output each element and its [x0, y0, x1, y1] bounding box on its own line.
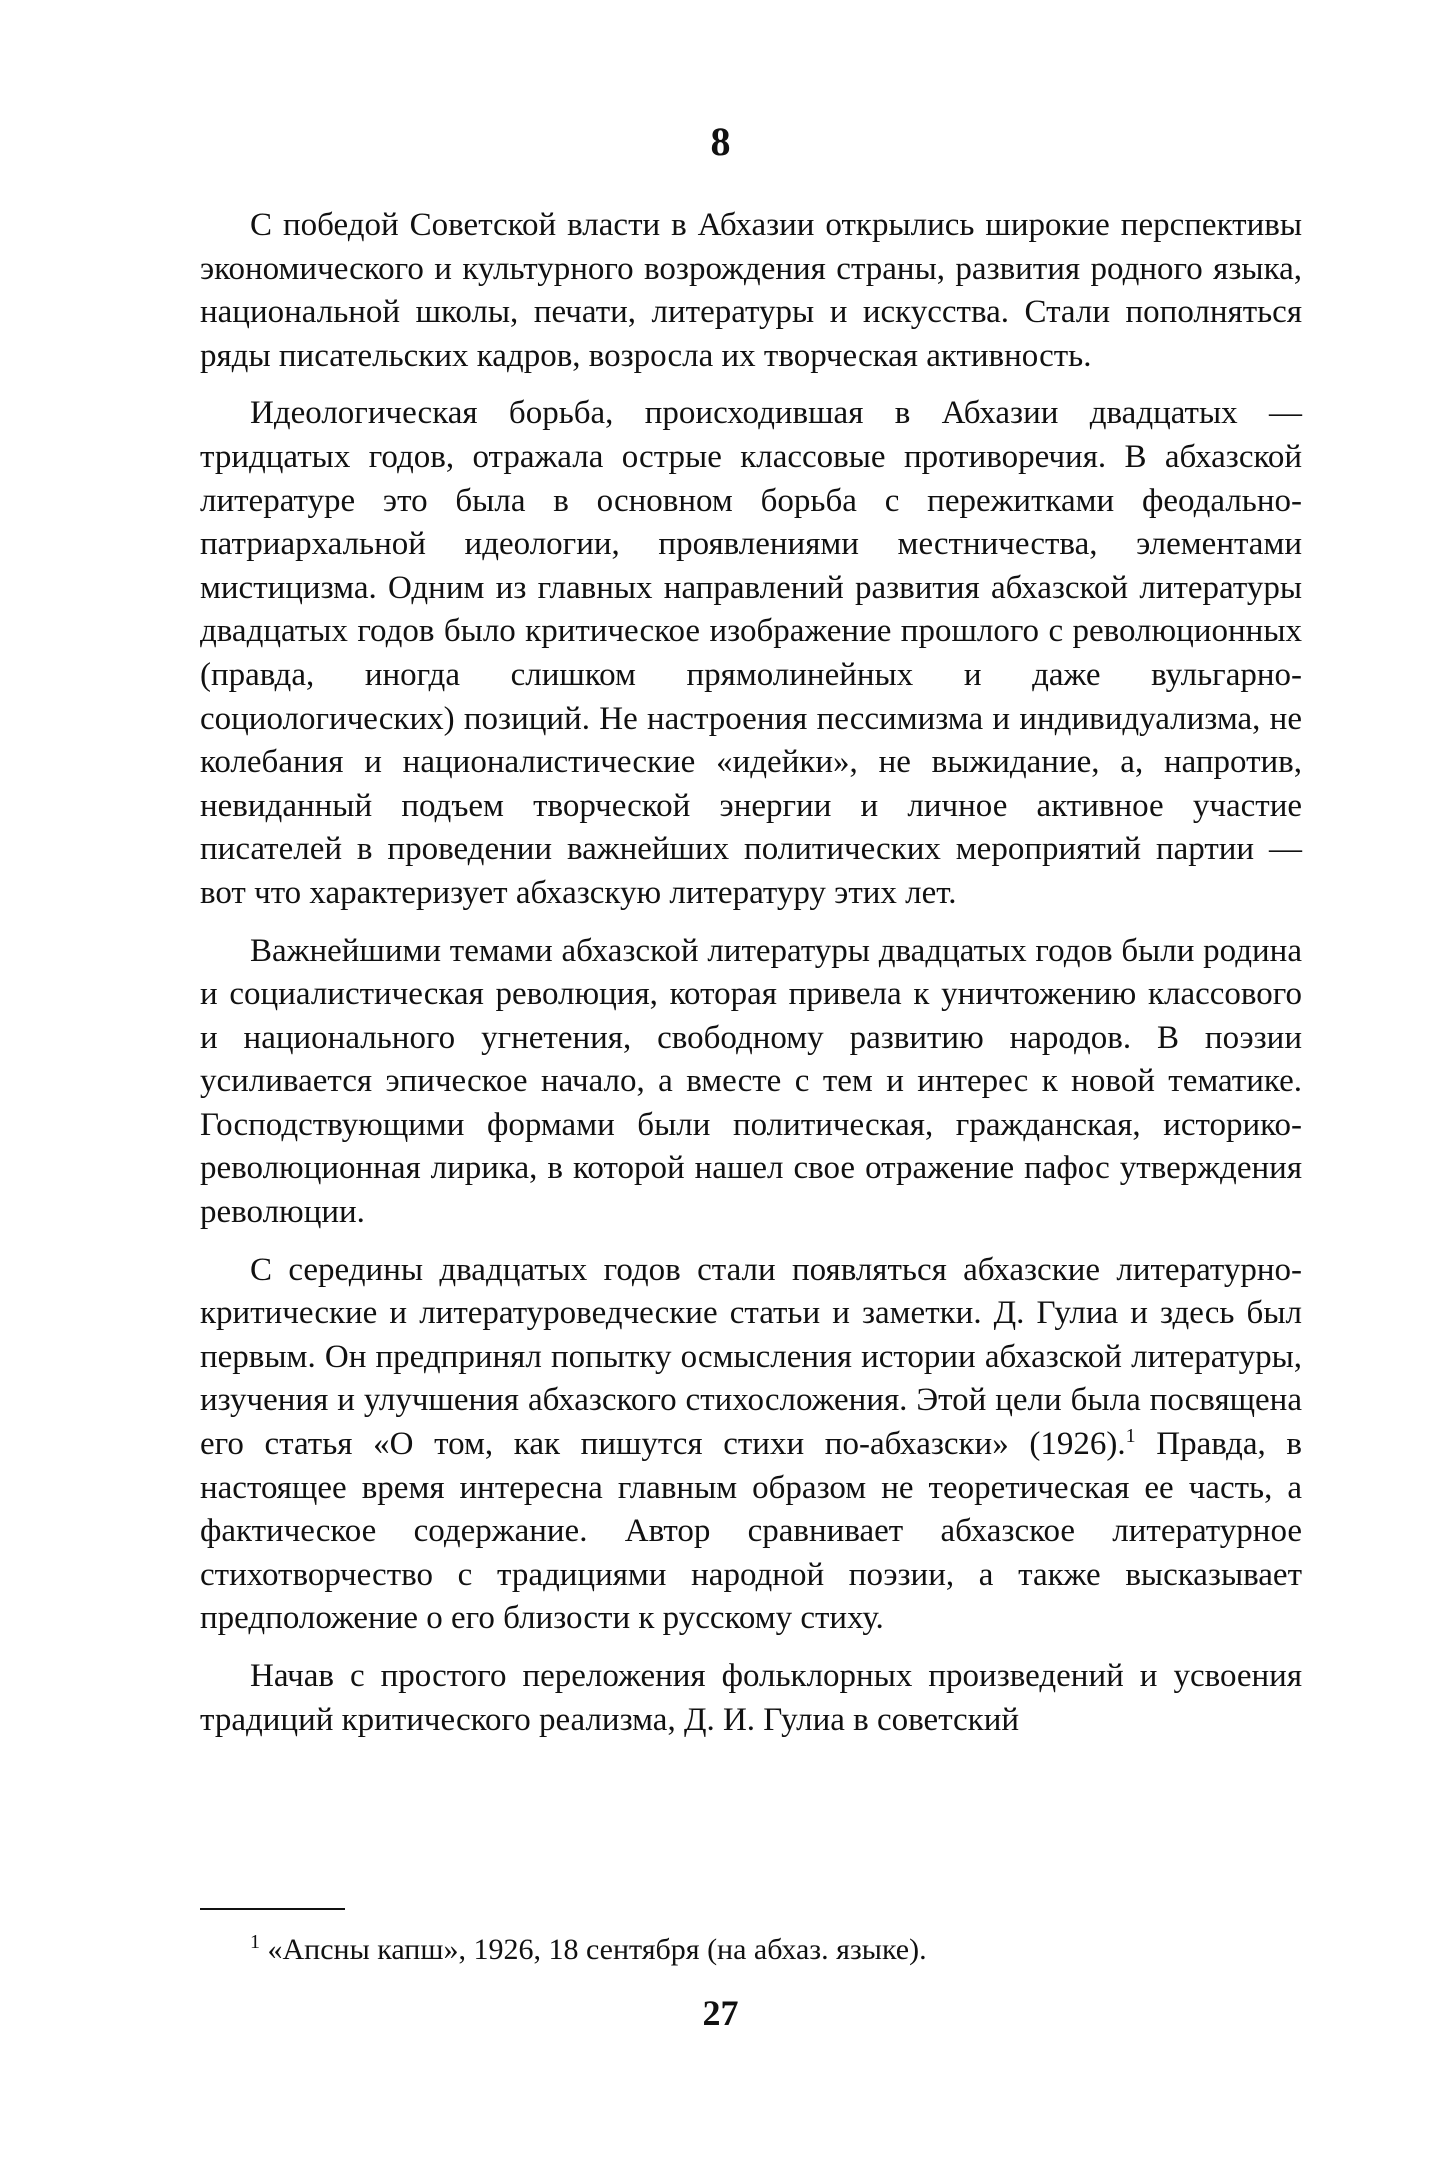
paragraph-4 [200, 1249, 1302, 1641]
body-text [200, 204, 1302, 1756]
footnote-separator [200, 1908, 345, 1910]
page-number: 27 [702, 1993, 739, 2033]
footnote-reference-mark: 1 [1125, 1425, 1136, 1448]
paragraph-4-text-before-note: С середины двадцатых годов стали появляться абхазские литературно-критические и литературоведческие статьи и заметки. Д. Гулиа и здесь был первым. Он предпринял попытку осмысления истории абхазской литературы, изучения и улучшения абхазского стихосложения. Этой цели была посвящена его статья «О том, как пишутся стихи по-абхазски» (1926). [200, 1251, 1302, 1463]
running-head: 8 [710, 119, 731, 164]
footnote-text: «Апсны капш», 1926, 18 сентября (на абхаз. языке). [260, 1933, 927, 1966]
paragraph-2: Идеологическая борьба, происходившая в Абхазии двадцатых — тридцатых годов, отражала острые классовые противоречия. В абхазской литературе это была в основном борьба с пережитками феодально-патриархальной идеологии, проявлениями местничества, элементами мистицизма. Одним из главных направлений развития абхазской литературы двадцатых годов было критическое изображение прошлого с революционных (правда, иногда слишком прямолинейных и даже вульгарно-социологических) позиций. Не настроения пессимизма и индивидуализма, не колебания и националистические «идейки», не выжидание, а, напротив, невиданный подъем творческой энергии и личное активное участие писателей в проведении важнейших политических мероприятий партии — вот что характеризует абхазскую литературу этих лет. [200, 395, 1302, 911]
footnote [250, 1930, 1300, 1970]
footnote-mark: 1 [250, 1931, 260, 1953]
paragraph-4-text-after-note: Правда, в настоящее время интересна главным образом не теоретическая ее часть, а фактическое содержание. Автор сравнивает абхазское литературное стихотворчество с традициями народной поэзии, а также высказывает предположение о его близости к русскому стиху. [200, 1426, 1302, 1637]
paragraph-5: Начав с простого переложения фольклорных произведений и усвоения традиций критического реализма, Д. И. Гулиа в советский [200, 1658, 1302, 1738]
paragraph-3: Важнейшими темами абхазской литературы двадцатых годов были родина и социалистическая революция, которая привела к уничтожению классового и национального угнетения, свободному развитию народов. В поэзии усиливается эпическое начало, а вместе с тем и интерес к новой тематике. Господствующими формами были политическая, гражданская, историко-революционная лирика, в которой нашел свое отражение пафос утверждения революции. [200, 932, 1302, 1231]
paragraph-1: С победой Советской власти в Абхазии открылись широкие перспективы экономического и культурного возрождения страны, развития родного языка, национальной школы, печати, литературы и искусства. Стали пополняться ряды писательских кадров, возросла их творческая активность. [200, 207, 1302, 374]
